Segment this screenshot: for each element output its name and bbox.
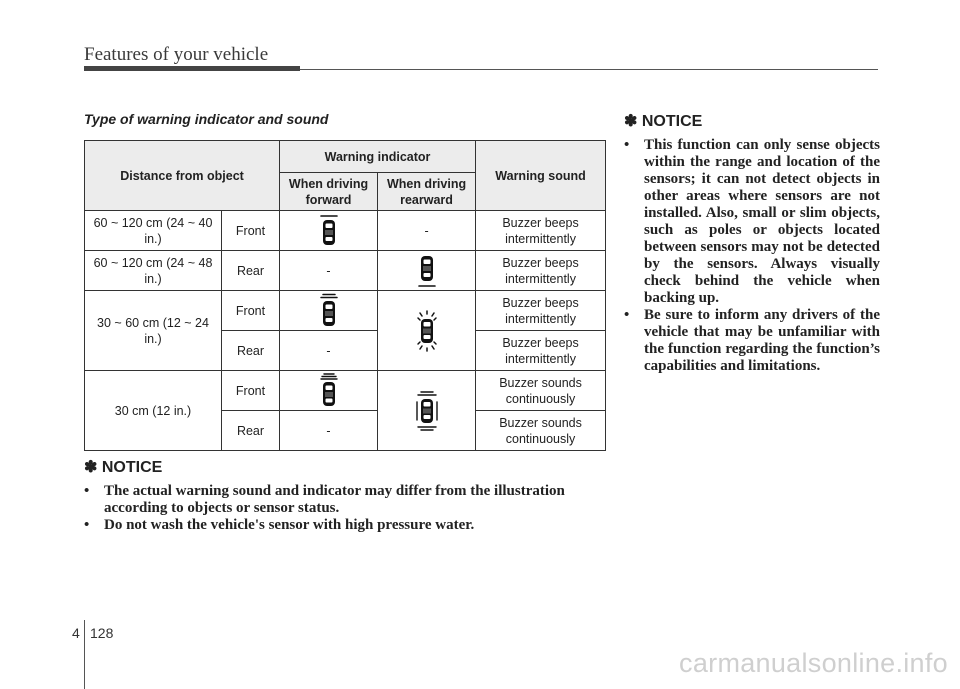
car-front-2-bars-icon (317, 293, 341, 329)
sound-cell: Buzzer sounds continuously (476, 411, 606, 451)
header-when-rearward: When driving rearward (378, 173, 476, 211)
forward-indicator-cell: - (280, 331, 378, 371)
notice-box-left (84, 457, 605, 534)
running-header: Features of your vehicle (84, 44, 269, 65)
distance-cell: 60 ~ 120 cm (24 ~ 40 in.) (85, 211, 222, 251)
notice-item: • Do not wash the vehicle's sensor with high pressure water. (84, 517, 605, 534)
sound-cell: Buzzer beeps intermittently (476, 211, 606, 251)
distance-cell: 60 ~ 120 cm (24 ~ 48 in.) (85, 251, 222, 291)
sound-cell: Buzzer beeps intermittently (476, 291, 606, 331)
forward-indicator-cell: - (280, 251, 378, 291)
distance-cell: 30 cm (12 in.) (85, 371, 222, 451)
page-number: 128 (90, 625, 114, 641)
notice-box-right (624, 111, 880, 375)
forward-indicator-cell (280, 371, 378, 411)
rearward-indicator-cell (378, 371, 476, 451)
notice-item: • The actual warning sound and indicator may differ from the illustration according to objects or sensor status. (84, 483, 605, 517)
notice-title: ✽ NOTICE (84, 459, 163, 476)
watermark: carmanualsonline.info (679, 648, 948, 678)
header-rule-thin (300, 69, 878, 70)
warning-table (84, 140, 606, 451)
car-front-3-bars-icon (317, 373, 341, 409)
sensor-cell: Front (222, 211, 280, 251)
sensor-cell: Rear (222, 411, 280, 451)
notice-list (624, 137, 880, 375)
notice-item: • This function can only sense objects within the range and location of the sensors; it can not detect objects in other areas where sensors are not installed. Also, small or slim objects, such as poles or objects located between sensors may not be detected by the sensors. Always visually check behind the vehicle when backing up. (624, 137, 880, 307)
table-row (85, 211, 606, 251)
sensor-cell: Rear (222, 251, 280, 291)
sensor-cell: Front (222, 371, 280, 411)
forward-indicator-cell: - (280, 411, 378, 451)
header-warning-sound: Warning sound (476, 141, 606, 211)
header-warning-indicator: Warning indicator (280, 141, 476, 173)
footer-divider (84, 620, 85, 689)
table-row (85, 251, 606, 291)
header-rule-thick (84, 66, 300, 71)
distance-cell: 30 ~ 60 cm (12 ~ 24 in.) (85, 291, 222, 371)
car-front-1-bar-icon (317, 213, 341, 249)
chapter-number: 4 (72, 625, 80, 641)
section-title: Type of warning indicator and sound (84, 111, 329, 127)
rearward-indicator-cell (378, 291, 476, 371)
sound-cell: Buzzer beeps intermittently (476, 251, 606, 291)
forward-indicator-cell (280, 291, 378, 331)
car-both-2-bars-icon (412, 310, 442, 352)
notice-item: • Be sure to inform any drivers of the vehicle that may be unfamiliar with the function regarding the function’s capabilities and limitations. (624, 307, 880, 375)
sensor-cell: Rear (222, 331, 280, 371)
rearward-indicator-cell: - (378, 211, 476, 251)
sound-cell: Buzzer sounds continuously (476, 371, 606, 411)
car-both-3-bars-icon (412, 390, 442, 432)
header-distance: Distance from object (85, 141, 280, 211)
rearward-indicator-cell (378, 251, 476, 291)
car-rear-1-bar-icon (415, 253, 439, 289)
sensor-cell: Front (222, 291, 280, 331)
sound-cell: Buzzer beeps intermittently (476, 331, 606, 371)
forward-indicator-cell (280, 211, 378, 251)
table-row (85, 371, 606, 411)
notice-list (84, 483, 605, 534)
table-row (85, 291, 606, 331)
header-when-forward: When driving forward (280, 173, 378, 211)
notice-title: ✽ NOTICE (624, 113, 703, 130)
